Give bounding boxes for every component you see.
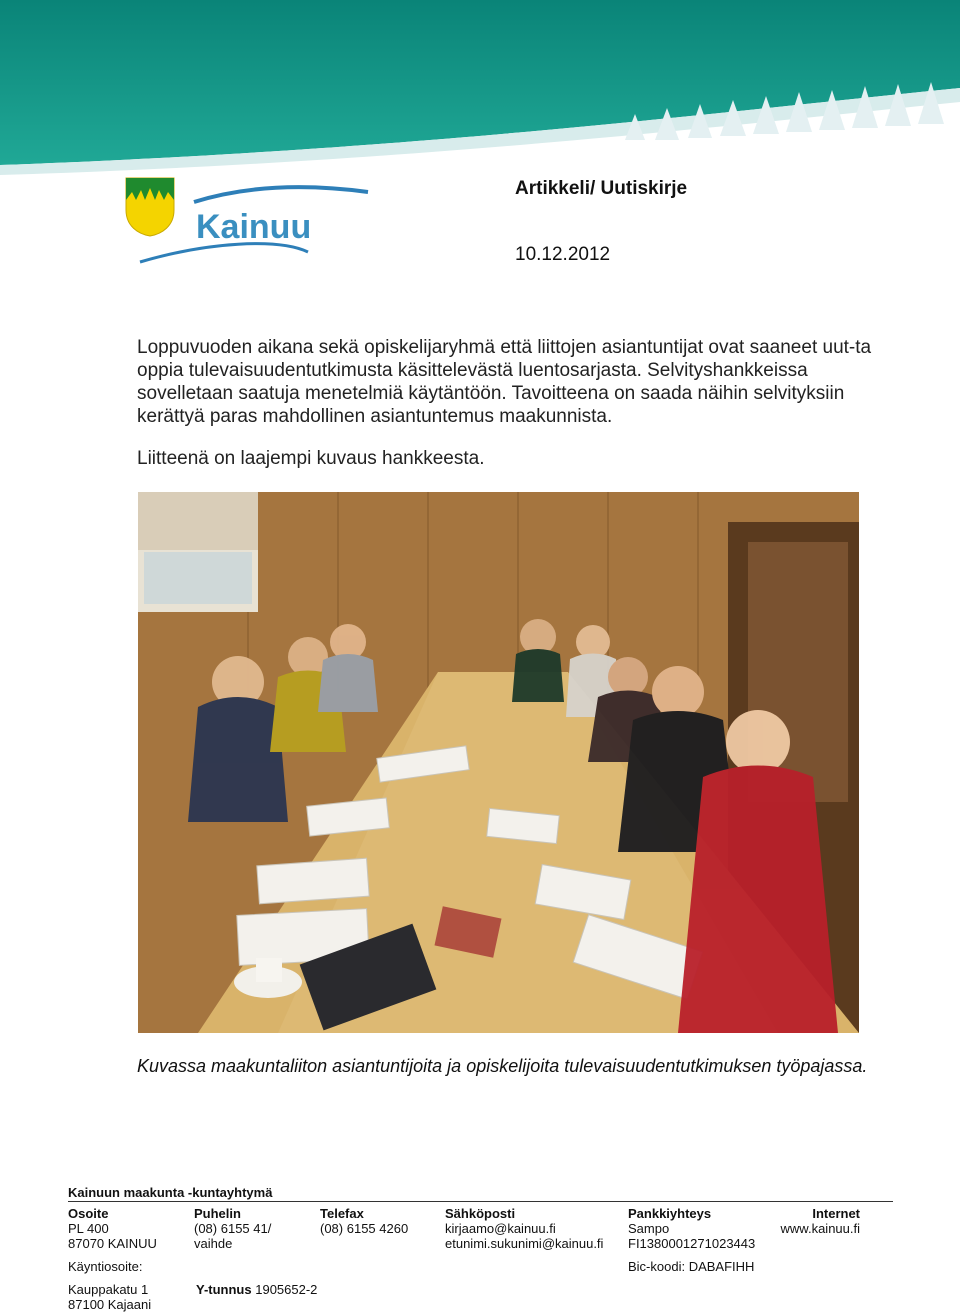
bank-line: Sampo [628, 1221, 670, 1236]
article-body [137, 336, 872, 470]
crest-icon [126, 178, 174, 236]
kainuu-logo [118, 170, 378, 270]
logo-text: Kainuu [196, 208, 312, 246]
visit-city: 87100 Kajaani [68, 1297, 152, 1312]
footer [68, 1185, 893, 1312]
visit-street: Kauppakatu 1 [68, 1282, 149, 1297]
address-line: 87070 KAINUU [68, 1236, 157, 1251]
phone-line: (08) 6155 41/ [194, 1221, 272, 1236]
contact-table [68, 1202, 893, 1312]
document-date: 10.12.2012 [515, 244, 611, 265]
address-line: PL 400 [68, 1221, 109, 1236]
photo-caption: Kuvassa maakuntaliiton asiantuntijoita ja opiskelijoita tulevaisuudentutkimuksen työpajassa. [137, 1056, 868, 1076]
visit-address-label: Käyntiosoite: [68, 1259, 143, 1274]
bank-line: FI1380001271023443 [628, 1236, 756, 1251]
phone-heading: Puhelin [194, 1206, 241, 1221]
fax-heading: Telefax [320, 1206, 364, 1221]
business-id [196, 1282, 317, 1297]
address-heading: Osoite [68, 1206, 109, 1221]
logo-wave-lower [140, 244, 308, 262]
fax-line: (08) 6155 4260 [320, 1221, 409, 1236]
logo-wave-upper [194, 187, 368, 202]
email-line: kirjaamo@kainuu.fi [445, 1221, 556, 1236]
email-heading: Sähköposti [445, 1206, 516, 1221]
header-banner [0, 0, 960, 175]
bank-heading: Pankkiyhteys [628, 1206, 712, 1221]
organization-name: Kainuun maakunta -kuntayhtymä [68, 1185, 893, 1202]
document-type: Artikkeli/ Uutiskirje [515, 178, 688, 199]
email-line: etunimi.sukunimi@kainuu.fi [445, 1236, 604, 1251]
article-paragraph-attachment: Liitteenä on laajempi kuvaus hankkeesta. [137, 448, 485, 469]
business-id-value: 1905652-2 [255, 1282, 318, 1297]
internet-heading: Internet [812, 1206, 860, 1221]
meeting-photo [138, 492, 859, 1033]
business-id-label: Y-tunnus [196, 1282, 252, 1297]
internet-line: www.kainuu.fi [780, 1221, 860, 1236]
phone-line: vaihde [194, 1236, 233, 1251]
article-paragraph: Loppuvuoden aikana sekä opiskelijaryhmä että liittojen asiantuntijat ovat saaneet uut-ta oppia tulevaisuudentutkimusta käsittelevästä luentosarjasta. Selvityshankkeissa sovelletaan saatuja menetelmiä käytäntöön. Tavoitteena on saada näihin selvityksiin kerättyä paras mahdollinen asiantuntemus maakunnista. [137, 337, 872, 427]
bic-code: Bic-koodi: DABAFIHH [628, 1259, 755, 1274]
